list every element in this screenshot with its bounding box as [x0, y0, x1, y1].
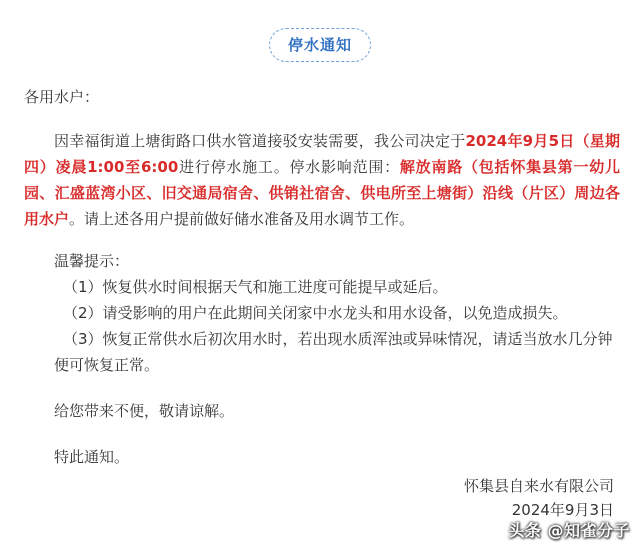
- company-name: 怀集县自来水有限公司: [463, 477, 614, 495]
- tip-item-1: （1）恢复供水时间根据天气和施工进度可能提早或延后。: [63, 278, 448, 296]
- apology-text: 给您带来不便，敬请谅解。: [54, 402, 235, 420]
- watermark: 头条 @知雀分子: [508, 521, 630, 540]
- body-part-1: 因幸福街道上塘街路口供水管道接驳安装需要，我公司决定于: [54, 132, 466, 150]
- tips-section: [24, 248, 620, 378]
- main-paragraph: [24, 128, 620, 232]
- outage-date-time: 2024年9月5日（星期四）凌晨1:00至6:00: [24, 132, 620, 176]
- outage-scope: 解放南路（包括怀集县第一幼儿园、汇盛蓝湾小区、旧交通局宿舍、供销社宿舍、供电所至上塘街）沿线（片区）周边各用水户: [24, 158, 620, 228]
- notice-date: 2024年9月3日: [511, 501, 614, 519]
- tip-item-2: （2）请受影响的用户在此期间关闭家中水龙头和用水设备，以免造成损失。: [63, 304, 568, 322]
- signature-block: [464, 474, 614, 522]
- greeting: 各用水户：: [24, 88, 100, 106]
- body-part-2: 进行停水施工。停水影响范围：: [178, 158, 400, 176]
- body-part-3: 。请上述各用户提前做好储水准备及用水调节工作。: [69, 210, 415, 228]
- title-container: [0, 28, 640, 62]
- closing-text: 特此通知。: [54, 448, 130, 466]
- notice-title: 停水通知: [269, 28, 371, 62]
- tip-item-3: （3）恢复正常供水后初次用水时，若出现水质浑浊或异味情况，请适当放水几分钟便可恢复正常。: [54, 330, 613, 374]
- notice-content: [24, 84, 620, 470]
- tips-title: 温馨提示：: [54, 252, 130, 270]
